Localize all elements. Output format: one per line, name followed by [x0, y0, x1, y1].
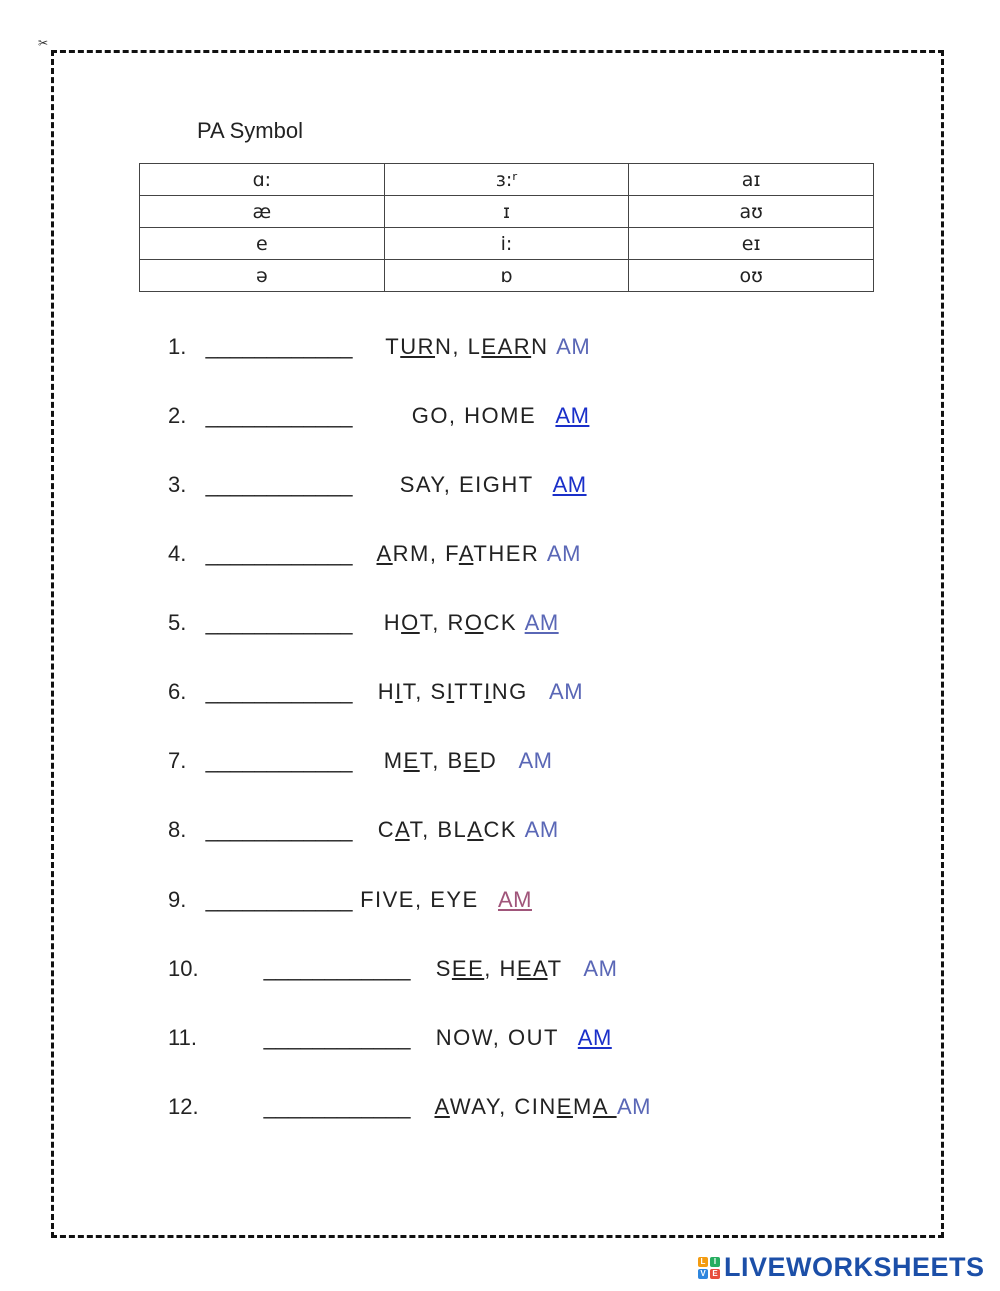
- word: , H: [484, 956, 517, 981]
- word: NOW, OUT: [435, 1025, 559, 1050]
- exercise-item: [168, 887, 532, 913]
- logo-text: LIVEWORKSHEETS: [724, 1252, 985, 1282]
- audio-am-link[interactable]: AM: [549, 679, 584, 704]
- word: T, R: [419, 610, 465, 635]
- answer-blank[interactable]: ____________: [205, 472, 353, 497]
- word: WAY, CIN: [449, 1094, 557, 1119]
- audio-am-link[interactable]: AM: [518, 748, 553, 773]
- exercise-item: [168, 541, 581, 567]
- item-number: 9.: [168, 887, 187, 912]
- exercise-item: [168, 334, 590, 360]
- audio-am-link[interactable]: AM: [617, 1094, 651, 1119]
- item-number: 2.: [168, 403, 187, 428]
- audio-am-link[interactable]: AM: [552, 472, 587, 497]
- ipa-symbol: e: [140, 228, 385, 260]
- word: GO, HOME: [411, 403, 537, 428]
- underlined-sound: EE: [451, 956, 485, 981]
- answer-blank[interactable]: ____________: [205, 679, 353, 704]
- ipa-symbol: aʊ: [629, 196, 874, 228]
- item-number: 12.: [168, 1094, 199, 1119]
- word: CK: [483, 610, 518, 635]
- audio-am-link[interactable]: AM: [583, 956, 618, 981]
- ipa-symbol: ɒ: [384, 260, 629, 292]
- exercise-item: [168, 403, 589, 429]
- answer-blank[interactable]: ____________: [205, 887, 353, 912]
- table-row: [140, 228, 874, 260]
- item-number: 4.: [168, 541, 187, 566]
- word: H: [383, 610, 402, 635]
- item-number: 8.: [168, 817, 187, 842]
- underlined-sound: O: [464, 610, 484, 635]
- ipa-symbol: aɪ: [629, 164, 874, 196]
- item-number: 1.: [168, 334, 187, 359]
- logo-mark-letter: V: [698, 1269, 708, 1279]
- ipa-symbol-table: [139, 163, 874, 292]
- item-number: 10.: [168, 956, 199, 981]
- underlined-sound: A: [376, 541, 393, 566]
- exercise-item: [168, 1094, 651, 1120]
- item-number: 7.: [168, 748, 187, 773]
- underlined-sound: EA: [516, 956, 548, 981]
- word: T, BL: [409, 817, 468, 842]
- word: THER: [473, 541, 540, 566]
- scissors-icon: ✂: [38, 36, 49, 50]
- table-row: [140, 164, 874, 196]
- word: H: [377, 679, 396, 704]
- underlined-sound: A: [458, 541, 474, 566]
- underlined-sound: A: [592, 1094, 609, 1119]
- word: SAY, EIGHT: [399, 472, 534, 497]
- underlined-sound: UR: [400, 334, 436, 359]
- word: N, L: [435, 334, 482, 359]
- answer-blank[interactable]: ____________: [263, 956, 411, 981]
- underlined-sound: I: [484, 679, 492, 704]
- underlined-sound: A: [467, 817, 484, 842]
- item-number: 6.: [168, 679, 187, 704]
- word: M: [572, 1094, 593, 1119]
- answer-blank[interactable]: ____________: [205, 541, 353, 566]
- audio-am-link[interactable]: AM: [524, 817, 559, 842]
- word: T, B: [419, 748, 464, 773]
- word: RM, F: [392, 541, 459, 566]
- underlined-sound: I: [446, 679, 455, 704]
- logo-mark-letter: I: [710, 1257, 720, 1267]
- ipa-symbol: oʊ: [629, 260, 874, 292]
- ipa-symbol: ɪ: [384, 196, 629, 228]
- ipa-symbol: ə: [140, 260, 385, 292]
- item-number: 3.: [168, 472, 187, 497]
- answer-blank[interactable]: ____________: [205, 748, 353, 773]
- liveworksheets-logo: [698, 1252, 985, 1283]
- word: M: [383, 748, 404, 773]
- ipa-symbol: ɑ:: [140, 164, 385, 196]
- ipa-symbol: i:: [384, 228, 629, 260]
- exercise-item: [168, 472, 587, 498]
- exercise-item: [168, 1025, 612, 1051]
- answer-blank[interactable]: ____________: [205, 817, 353, 842]
- logo-mark-letter: E: [710, 1269, 720, 1279]
- page-title: PA Symbol: [197, 118, 303, 143]
- underline-gap: [609, 1094, 617, 1120]
- word: T, S: [402, 679, 447, 704]
- underlined-sound: EAR: [481, 334, 532, 359]
- word: FIVE, EYE: [360, 887, 479, 912]
- underlined-sound: E: [403, 748, 420, 773]
- exercise-item: [168, 679, 583, 705]
- logo-mark-letter: L: [698, 1257, 708, 1267]
- exercise-item: [168, 817, 559, 843]
- word: S: [435, 956, 452, 981]
- item-number: 5.: [168, 610, 187, 635]
- ipa-symbol: ɜ:ʳ: [384, 164, 629, 196]
- ipa-symbol: æ: [140, 196, 385, 228]
- audio-am-link[interactable]: AM: [577, 1025, 612, 1050]
- item-number: 11.: [168, 1025, 197, 1050]
- exercise-item: [168, 610, 559, 636]
- exercise-item: [168, 956, 617, 982]
- answer-blank[interactable]: ____________: [205, 334, 353, 359]
- word: NG: [491, 679, 528, 704]
- word: C: [377, 817, 396, 842]
- logo-mark-icon: [698, 1257, 720, 1279]
- audio-am-link[interactable]: AM: [524, 610, 559, 635]
- word: N: [531, 334, 549, 359]
- underlined-sound: O: [401, 610, 420, 635]
- answer-blank[interactable]: ____________: [263, 1025, 411, 1050]
- ipa-symbol: eɪ: [629, 228, 874, 260]
- underlined-sound: E: [463, 748, 480, 773]
- exercise-item: [168, 748, 552, 774]
- underlined-sound: I: [395, 679, 403, 704]
- audio-am-link[interactable]: AM: [555, 403, 590, 428]
- word: T: [547, 956, 563, 981]
- word: CK: [483, 817, 518, 842]
- word: D: [479, 748, 498, 773]
- answer-blank[interactable]: ____________: [263, 1094, 411, 1119]
- underlined-sound: A: [395, 817, 410, 842]
- word: T: [385, 334, 401, 359]
- audio-am-link[interactable]: AM: [497, 887, 532, 912]
- table-row: [140, 196, 874, 228]
- underlined-sound: E: [556, 1094, 573, 1119]
- word: TT: [454, 679, 485, 704]
- answer-blank[interactable]: ____________: [205, 610, 353, 635]
- audio-am-link[interactable]: AM: [546, 541, 581, 566]
- audio-am-link[interactable]: AM: [556, 334, 591, 359]
- answer-blank[interactable]: ____________: [205, 403, 353, 428]
- underlined-sound: A: [434, 1094, 450, 1119]
- table-row: [140, 260, 874, 292]
